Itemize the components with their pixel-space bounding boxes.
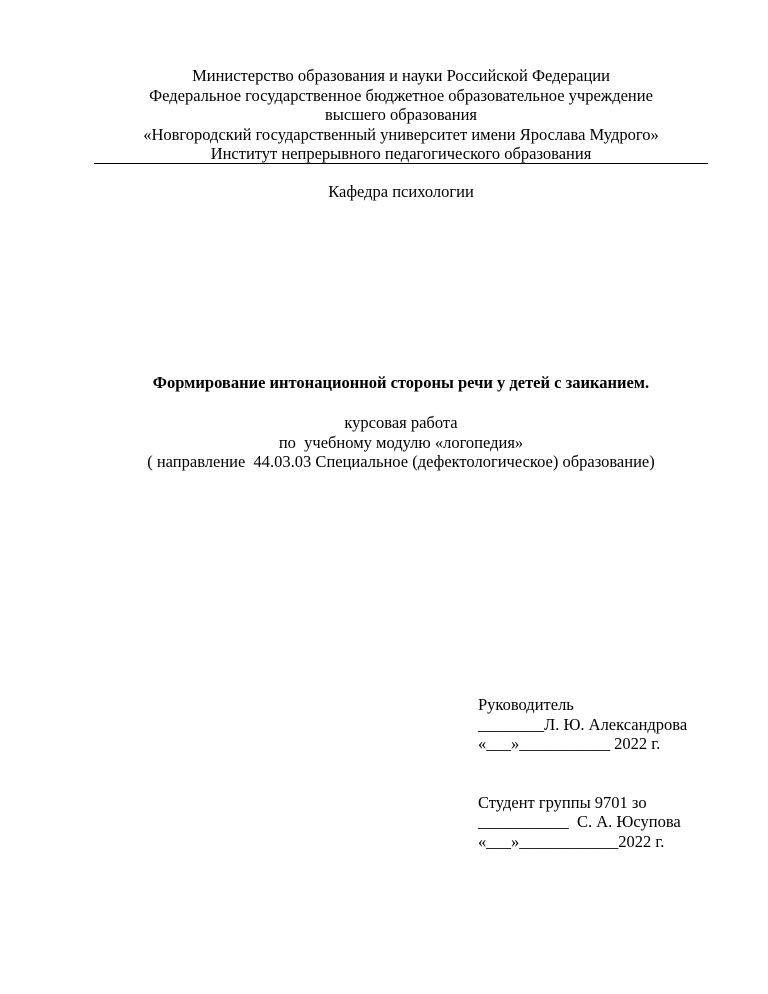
work-description [94,413,708,472]
university-name: «Новгородский государственный университет имени Ярослава Мудрого» [143,124,659,144]
student-date: «___»____________2022 г. [478,831,665,851]
institute-name: Институт непрерывного педагогического образования [210,144,592,163]
module-name: по учебному модулю «логопедия» [278,432,524,452]
student-name: ___________ С. А. Юсупова [478,812,681,831]
document-title: Формирование интонационной стороны речи у детей с заиканием. [152,373,650,392]
document-header [94,66,708,164]
institution-type-line-1: Федеральное государственное бюджетное образовательное учреждение [149,85,653,105]
student-role: Студент группы 9701 зо [478,792,647,812]
supervisor-role: Руководитель [478,695,574,714]
ministry-name: Министерство образования и науки Российской Федерации [192,66,610,85]
department-name: Кафедра психологии [328,182,474,201]
signature-block [478,695,738,851]
header-divider [94,163,708,164]
study-direction: ( направление 44.03.03 Специальное (дефектологическое) образование) [147,452,655,471]
institution-type-line-2: высшего образования [325,105,477,124]
work-type: курсовая работа [344,413,458,432]
supervisor-name: ________Л. Ю. Александрова [478,714,688,734]
signature-spacer [478,754,738,793]
supervisor-date: «___»___________ 2022 г. [478,734,661,753]
